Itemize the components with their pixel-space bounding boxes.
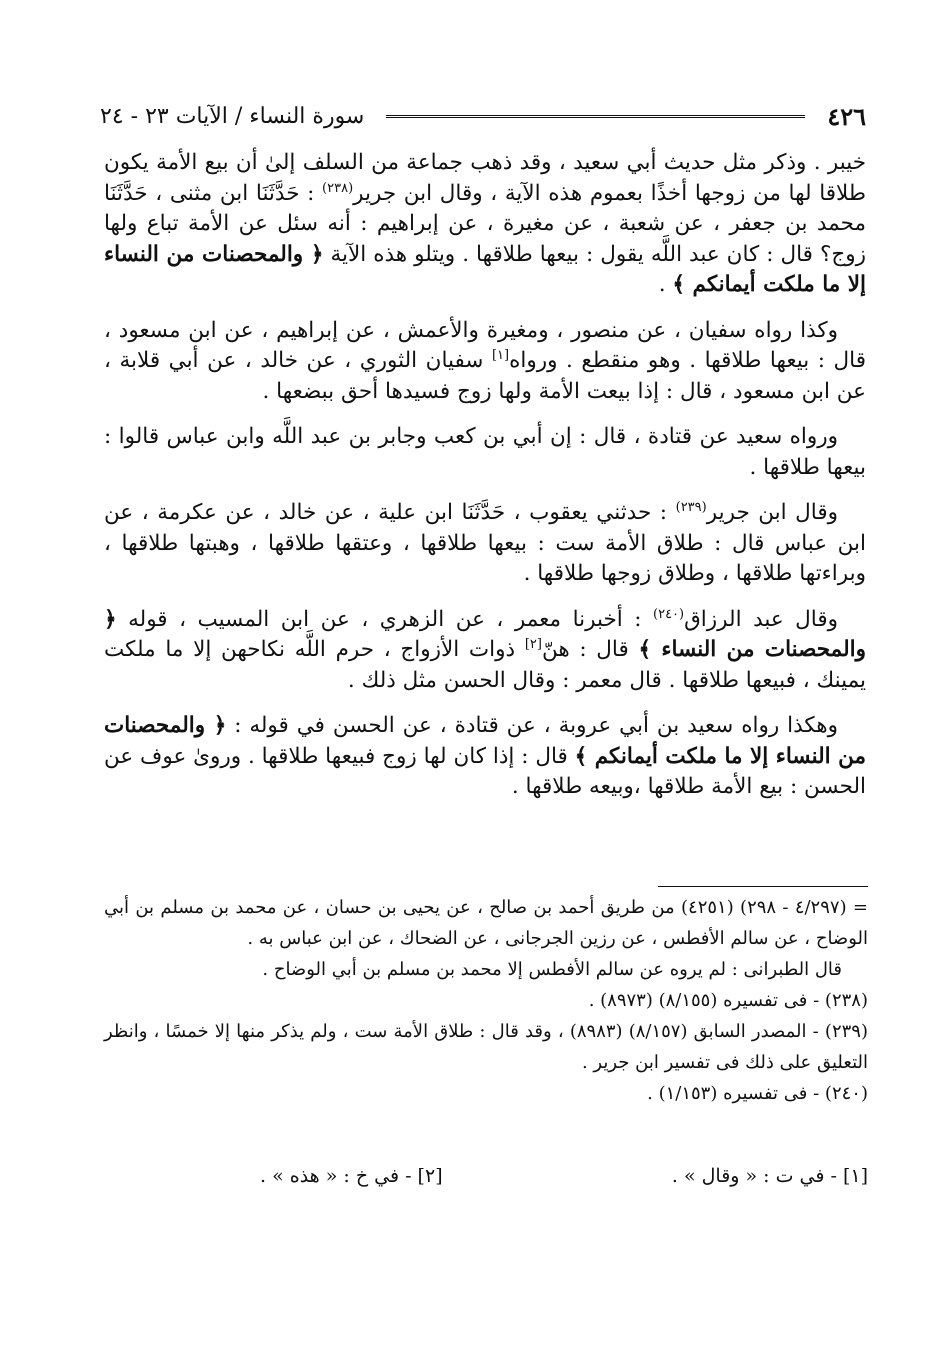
footnote: (٢٤٠) - فى تفسيره (١/١٥٣) . <box>647 1083 868 1104</box>
paragraph-text: : حدثني يعقوب ، حَدَّثَنَا ابن علية ، عن خالد ، عن عكرمة ، عن ابن عباس قال : طلاق الأمة ست : بيعها طلاقها ، وعتقها طلاقها ، وهبتها طلاقها ، وبراءتها طلاقها ، وطلاق زوجها طلاقها . <box>104 500 866 586</box>
paragraph-text: وقال ابن جرير <box>706 500 838 525</box>
variant-note: [١] - في ت : « وقال » . <box>671 1165 868 1187</box>
footnote: قال الطبرانى : لم يروه عن سالم الأفطس إلا محمد بن مسلم بن أبي الوضاح . <box>262 959 842 980</box>
quran-quote: ﴿ والمحصنات من النساء إلا ما ملكت أيمانكم ﴾ <box>104 713 866 769</box>
paragraph-text: خيبر . وذكر مثل حديث أبي سعيد ، وقد ذهب جماعة من السلف إلىٰ أن بيع الأمة يكون طلاقا لها من زوجها أخذًا بعموم هذه الآية ، وقال ابن جرير <box>104 150 866 206</box>
paragraph-text: وهكذا رواه سعيد بن أبي عروبة ، عن قتادة ، عن الحسن في قوله : <box>226 713 838 738</box>
paragraph-text: . <box>658 272 673 297</box>
paragraph <box>104 148 866 301</box>
paragraph <box>104 711 866 803</box>
footnote-separator <box>658 886 868 887</box>
paragraph-text: ذوات الأزواج ، حرم اللَّه نكاحهن إلا ما ملكت يمينك ، فبيعها طلاقها . قال معمر : وقال الحسن مثل ذلك . <box>104 637 866 693</box>
paragraph-text: : أخبرنا معمر ، عن الزهري ، عن ابن المسيب ، قوله <box>116 606 654 632</box>
header-rule <box>386 115 805 118</box>
paragraph-text: قال : إذا كان لها زوج فبيعها طلاقها . وروىٰ عوف عن الحسن : بيع الأمة طلاقها ،وبيعه طلاقها . <box>104 743 866 799</box>
quran-quote: ﴿ والمحصنات من النساء إلا ما ملكت أيمانكم ﴾ <box>104 241 866 297</box>
variant-ref: [١] <box>491 347 510 363</box>
quran-quote: ﴿ والمحصنات من النساء ﴾ <box>104 606 866 662</box>
page-number: ٤٢٦ <box>827 101 866 131</box>
paragraph-text: قال : هنّ <box>541 637 639 662</box>
footnote-ref: (٢٤٠) <box>653 606 685 622</box>
paragraph-text: : حَدَّثَنَا ابن مثنى ، حَدَّثَنَا محمد بن جعفر ، عن شعبة ، عن مغيرة ، عن إبراهيم : أنه سئل عن الأمة تباع ولها زوج؟ قال : كان عبد اللَّه يقول : بيعها طلاقها . ويتلو هذه الآية <box>104 180 866 267</box>
page-header <box>100 96 866 136</box>
main-text <box>104 148 866 818</box>
variant-ref: [٢] <box>524 636 542 652</box>
paragraph <box>104 605 866 697</box>
footnotes <box>104 892 868 1109</box>
paragraph-text: سفيان الثوري ، عن خالد ، عن أبي قلابة ، عن ابن مسعود ، قال : إذا بيعت الأمة ولها زوج فسيدها أحق ببضعها . <box>104 348 866 404</box>
paragraph <box>104 498 866 590</box>
paragraph-text: وكذا رواه سفيان ، عن منصور ، ومغيرة والأعمش ، عن إبراهيم ، عن ابن مسعود ، قال : بيعها طلاقها . وهو منقطع . ورواه <box>104 317 866 373</box>
running-title: سورة النساء / الآيات ٢٣ - ٢٤ <box>100 103 365 129</box>
footnote: (٢٣٩) - المصدر السابق (٨/١٥٧) (٨٩٨٣) ، وقد قال : طلاق الأمة ست ، ولم يذكر منها إلا خمسًا ، وانظر التعليق على ذلك فى تفسير ابن جرير . <box>104 1021 868 1073</box>
paragraph <box>104 422 866 483</box>
paragraph <box>104 316 866 408</box>
footnote-ref: (٢٣٩) <box>675 499 707 515</box>
footnote: (٢٣٨) - فى تفسيره (٨/١٥٥) (٨٩٧٣) . <box>588 990 868 1011</box>
variant-notes <box>260 1165 868 1187</box>
variant-note: [٢] - في خ : « هذه » . <box>260 1165 443 1187</box>
footnote-ref: (٢٣٨) <box>322 180 354 196</box>
paragraph-text: ورواه سعيد عن قتادة ، قال : إن أبي بن كعب وجابر بن عبد اللَّه وابن عباس قالوا : بيعها طلاقها . <box>104 424 866 480</box>
footnote: = (٤/٢٩٧ - ٢٩٨) (٤٢٥١) من طريق أحمد بن صالح ، عن يحيى بن حسان ، عن محمد بن مسلم بن أبي الوضاح ، عن سالم الأفطس ، عن رزين الجرجانى ، عن الضحاك ، عن ابن عباس به . <box>104 897 869 949</box>
paragraph-text: وقال عبد الرزاق <box>684 606 839 632</box>
